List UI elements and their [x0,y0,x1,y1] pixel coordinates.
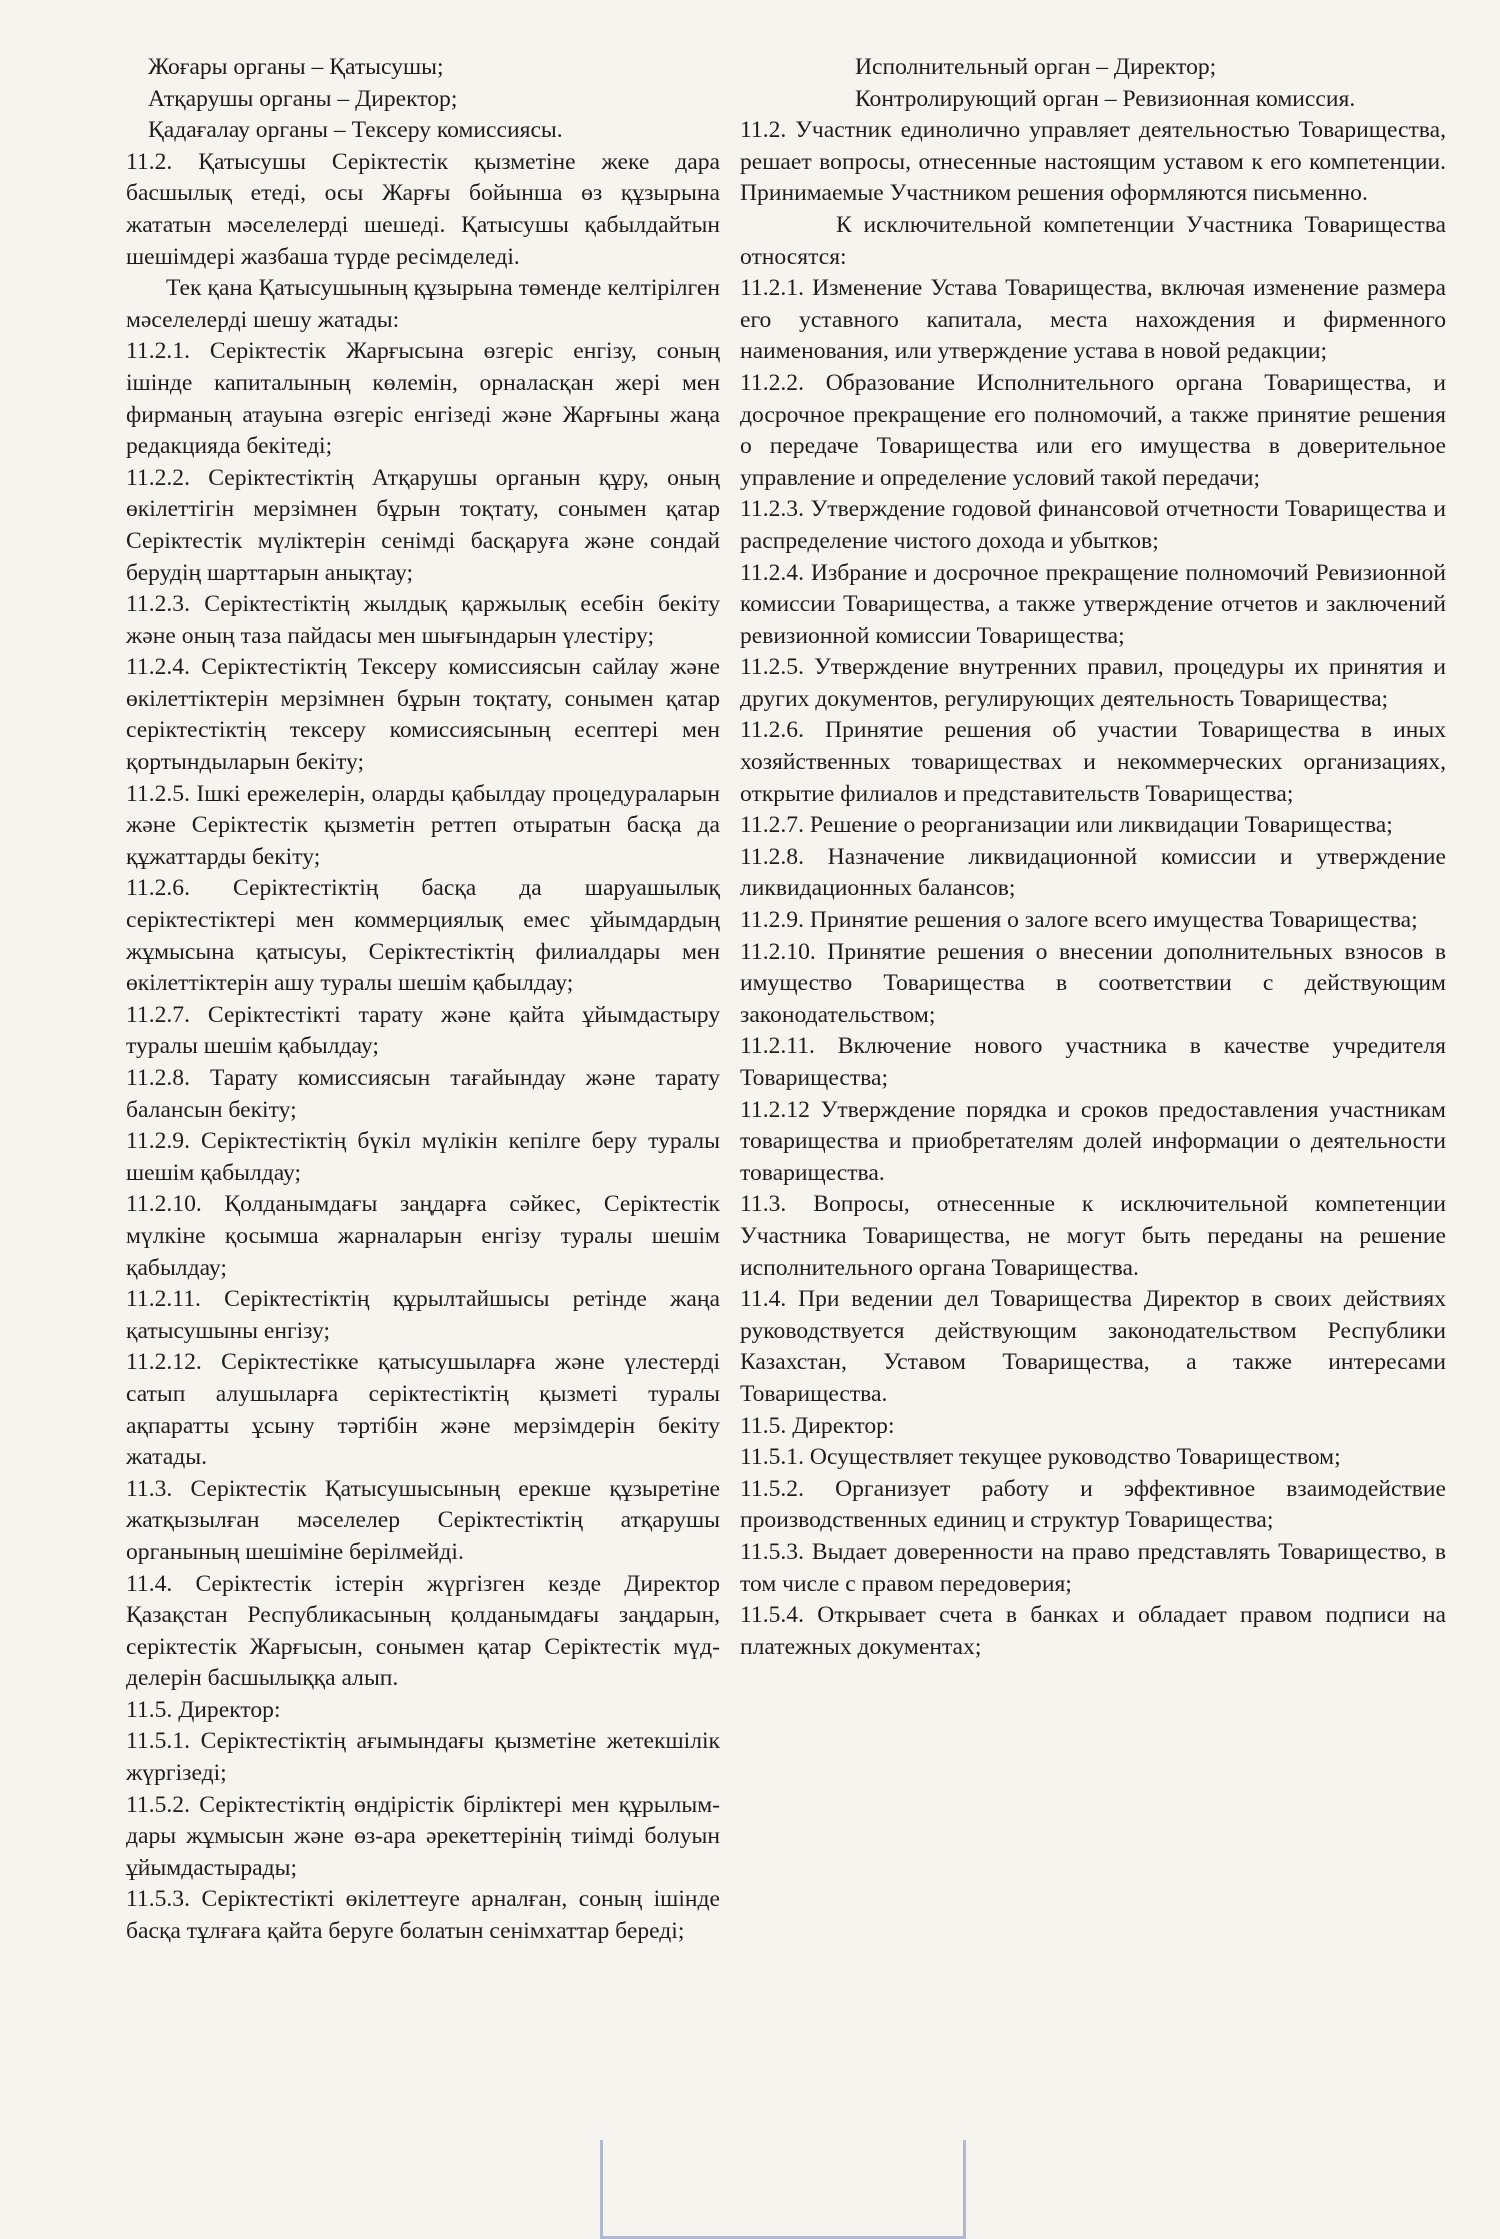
right-paragraph: 11.5.3. Выдает доверенности на право представлять Товарищество, в том числе с правом передоверия; [740,1538,1446,1597]
left-paragraph: 11.4. Серіктестік істерін жүргізген кезде Директор Қазақстан Республикасының қолданымдағы заңдарын, серіктестік Жарғысын, сонымен қатар Серіктестік мүд-делерін басшылыққа алып. [126,1570,720,1692]
right-paragraph: 11.2. Участник единолично управляет деятельностью Товарищества, решает вопросы, отнесенные настоящим уставом к его компетенции. Принимаемые Участником решения оформляются письменно. [740,117,1446,207]
right-paragraph: 11.5.2. Организует работу и эффективное взаимодействие производственных единиц и структур Товарищества; [740,1475,1446,1534]
left-paragraph: 11.2.11. Серіктестіктің құрылтайшысы ретінде жаңа қатысушыны енгізу; [126,1286,720,1344]
right-paragraph: 11.2.6. Принятие решения об участии Товарищества в иных хозяйственных товариществах и некоммерческих организациях, открытие филиалов и представительств Товарищества; [740,717,1446,807]
right-paragraph: 11.2.10. Принятие решения о внесении дополнительных взносов в имущество Товарищества в соответствии с действующим законодательством; [740,938,1446,1028]
right-paragraph: Контролирующий орган – Ревизионная комиссия. [855,85,1356,112]
right-paragraph: 11.2.12 Утверждение порядка и сроков предоставления участникам товарищества и приобретателям долей информации о деятельности товарищества. [740,1096,1446,1186]
right-paragraph: 11.2.7. Решение о реорганизации или ликвидации Товарищества; [740,812,1393,839]
stamp-mark [600,2140,966,2239]
left-paragraph: Жоғары органы – Қатысушы; [148,54,444,80]
left-paragraph: 11.2.2. Серіктестіктің Атқарушы органын құру, оның өкілеттігін мерзімнен бұрын тоқтату, сонымен қатар Серіктестік мүліктерін сенімді басқаруға және сондай берудің шарттарын анықтау; [126,464,720,586]
right-paragraph: Исполнительный орган – Директор; [855,54,1217,80]
left-paragraph: 11.2.8. Тарату комиссиясын тағайындау және тарату балансын бекіту; [126,1065,720,1123]
left-paragraph: 11.3. Серіктестік Қатысушысының ерекше құзыретіне жатқызылған мәселелер Серіктестіктің атқарушы органының шешіміне берілмейді. [126,1475,720,1565]
left-paragraph: Тек қана Қатысушының құзырына төменде келтірілген мәселелерді шешу жатады: [126,275,720,333]
right-paragraph: 11.2.11. Включение нового участника в качестве учредителя Товарищества; [740,1033,1446,1091]
left-paragraph: 11.2.3. Серіктестіктің жылдық қаржылық есебін бекіту және оның таза пайдасы мен шығындарын үлестіру; [126,591,720,649]
left-paragraph: 11.2.5. Ішкі ережелерін, оларды қабылдау процедураларын және Серіктестік қызметін реттеп отыратын басқа да құжаттарды бекіту; [126,780,720,870]
left-paragraph: 11.5. Директор: [126,1696,281,1723]
russian-text-column [740,52,1446,1663]
left-paragraph: 11.2.6. Серіктестіктің басқа да шаруашылық серіктестіктері мен коммерциялық емес ұйымдардың жұмысына қатысуы, Серіктестіктің филиалдары мен өкілеттіктерін ашу туралы шешім қабылдау; [126,875,720,997]
right-paragraph: 11.2.2. Образование Исполнительного органа Товарищества, и досрочное прекращение его полномочий, а также принятие решения о передаче Товарищества или его имущества в доверительное управление и определение условий такой передачи; [740,369,1446,491]
left-paragraph: 11.2. Қатысушы Серіктестік қызметіне жеке дара басшылық етеді, осы Жарғы бойынша өз құзырына жататын мәселелерді шешеді. Қатысушы қабылдайтын шешімдері жазбаша түрде ресімделеді. [126,148,720,270]
kazakh-text-column [126,52,720,1948]
right-paragraph: 11.2.8. Назначение ликвидационной комиссии и утверждение ликвидационных балансов; [740,843,1446,902]
right-paragraph: 11.2.1. Изменение Устава Товарищества, включая изменение размера его уставного капитала, места нахождения и фирменного наименования, или утверждение устава в новой редакции; [740,275,1446,365]
left-paragraph: 11.2.4. Серіктестіктің Тексеру комиссиясын сайлау және өкілеттіктерін мерзімнен бұрын тоқтату, сонымен қатар серіктестіктің тексеру комиссиясының есептері мен қортындыларын бекіту; [126,654,720,776]
right-paragraph: 11.2.3. Утверждение годовой финансовой отчетности Товарищества и распределение чистого дохода и убытков; [740,496,1446,554]
left-paragraph: 11.2.7. Серіктестікті тарату және қайта ұйымдастыру туралы шешім қабылдау; [126,1001,720,1060]
right-paragraph: 11.2.4. Избрание и досрочное прекращение полномочий Ревизионной комиссии Товарищества, а также утверждение отчетов и заключений ревизионной комиссии Товарищества; [740,559,1446,649]
right-paragraph: 11.5.4. Открывает счета в банках и обладает правом подписи на платежных документах; [740,1602,1446,1660]
right-paragraph: 11.2.9. Принятие решения о залоге всего имущества Товарищества; [740,907,1418,934]
left-paragraph: 11.2.9. Серіктестіктің бүкіл мүлікін кепілге беру туралы шешім қабылдау; [126,1128,720,1186]
left-paragraph: 11.2.1. Серіктестік Жарғысына өзгеріс енгізу, соның ішінде капиталының көлемін, орналасқан жері мен фирманың атауына өзгеріс енгізеді және Жарғыны жаңа редакцияда бекітеді; [126,338,720,460]
left-paragraph: 11.5.1. Серіктестіктің ағымындағы қызметіне жетекшілік жүргізеді; [126,1728,720,1787]
left-paragraph: Қадағалау органы – Тексеру комиссиясы. [148,117,563,144]
right-paragraph: 11.2.5. Утверждение внутренних правил, процедуры их принятия и других документов, регулирующих деятельность Товарищества; [740,654,1446,712]
left-paragraph: 11.5.2. Серіктестіктің өндірістік бірліктері мен құрылым-дары жұмысын және өз-ара әрекеттерінің тиімді болуын ұйымдастырады; [126,1791,720,1881]
right-paragraph: К исключительной компетенции Участника Товарищества относятся: [740,211,1446,270]
right-paragraph: 11.4. При ведении дел Товарищества Директор в своих действиях руководствуется действующим законодательством Республики Казахстан, Уставом Товарищества, а также интересами Товарищества. [740,1286,1446,1407]
left-paragraph: 11.5.3. Серіктестікті өкілеттеуге арналған, соның ішінде басқа тұлғаға қайта беруге болатын сенімхаттар береді; [126,1886,720,1945]
left-paragraph: 11.2.12. Серіктестікке қатысушыларға және үлестерді сатып алушыларға серіктестіктің қызметі туралы ақпаратты ұсыну тәртібін және мерзімдерін бекіту жатады. [126,1349,720,1471]
right-paragraph: 11.3. Вопросы, отнесенные к исключительной компетенции Участника Товарищества, не могут быть переданы на решение исполнительного органа Товарищества. [740,1191,1446,1281]
right-paragraph: 11.5. Директор: [740,1412,895,1439]
left-paragraph: 11.2.10. Қолданымдағы заңдарға сәйкес, Серіктестік мүлкіне қосымша жарналарын енгізу туралы шешім қабылдау; [126,1191,720,1281]
left-paragraph: Атқарушы органы – Директор; [148,85,458,112]
right-paragraph: 11.5.1. Осуществляет текущее руководство Товариществом; [740,1444,1341,1471]
